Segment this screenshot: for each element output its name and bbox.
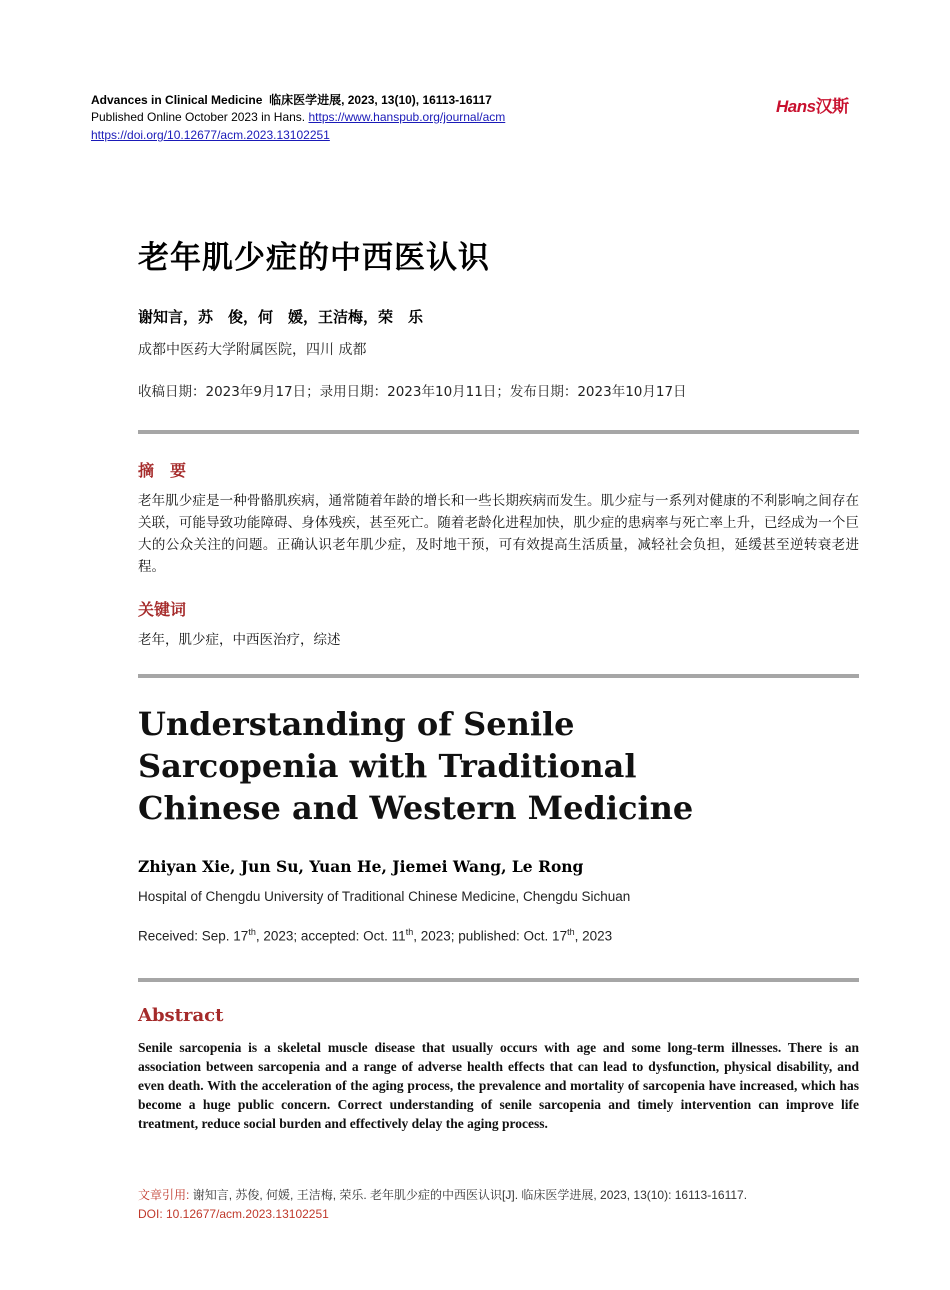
divider [138, 674, 859, 678]
english-abstract-heading: Abstract [138, 1005, 224, 1026]
hans-logo [776, 92, 849, 117]
english-dates: Received: Sep. 17th, 2023; accepted: Oct. 11th, 2023; published: Oct. 17th, 2023 [138, 927, 613, 944]
published-date: , 2023; published: Oct. 17 [413, 928, 568, 944]
chinese-keywords-heading: 关键词 [138, 600, 187, 619]
doi-line [91, 127, 330, 143]
chinese-authors: 谢知言，苏 俊，何 媛，王洁梅，荣 乐 [138, 308, 424, 326]
english-abstract: Senile sarcopenia is a skeletal muscle disease that usually occurs with age and some long-term illnesses. There is an association between sarcopenia and a range of adverse health effects that can lead to dysfunction, physical disability, and even death. With the acceleration of the aging process, the prevalence and mortality of sarcopenia have increased, which has become a huge public concern. Correct understanding of senile sarcopenia and timely intervention can improve life treatment, reduce social burden and effectively delay the aging process. [138, 1040, 859, 1131]
chinese-affiliation: 成都中医药大学附属医院，四川 成都 [138, 342, 367, 358]
published-text: Published Online October 2023 in Hans. [91, 110, 306, 124]
logo-text-zh: 汉斯 [815, 97, 849, 116]
journal-link[interactable]: https://www.hanspub.org/journal/acm [308, 110, 506, 124]
chinese-title: 老年肌少症的中西医认识 [138, 240, 490, 276]
english-affiliation: Hospital of Chengdu University of Traditional Chinese Medicine, Chengdu Sichuan [138, 889, 631, 904]
english-title: Understanding of Senile Sarcopenia with Traditional Chinese and Western Medicine [138, 705, 694, 827]
divider [138, 430, 859, 434]
citation-doi: DOI: 10.12677/acm.2023.13102251 [138, 1207, 329, 1221]
citation-label: 文章引用: [138, 1188, 190, 1202]
citation-text: 谢知言, 苏俊, 何媛, 王洁梅, 荣乐. 老年肌少症的中西医认识[J]. 临床医学进展, 2023, 13(10): 16113-16117. [192, 1188, 748, 1202]
divider [138, 978, 859, 982]
received-date: Received: Sep. 17 [138, 928, 249, 944]
chinese-abstract-heading: 摘 要 [138, 461, 187, 480]
english-authors: Zhiyan Xie, Jun Su, Yuan He, Jiemei Wang, Le Rong [138, 857, 584, 876]
doi-link[interactable]: https://doi.org/10.12677/acm.2023.13102251 [91, 128, 330, 142]
chinese-keywords: 老年，肌少症，中西医治疗，综述 [138, 632, 341, 648]
accepted-date: , 2023; accepted: Oct. 11 [255, 928, 406, 944]
chinese-dates: 收稿日期：2023年9月17日；录用日期：2023年10月11日；发布日期：2023年10月17日 [138, 384, 687, 400]
journal-header [91, 92, 492, 108]
journal-issue-info: 临床医学进展, 2023, 13(10), 16113-16117 [269, 93, 492, 107]
logo-text-en: Hans [776, 97, 816, 116]
publication-line [91, 109, 505, 125]
citation-block [138, 1186, 747, 1224]
journal-name: Advances in Clinical Medicine [91, 93, 263, 107]
chinese-abstract: 老年肌少症是一种骨骼肌疾病，通常随着年龄的增长和一些长期疾病而发生。肌少症与一系列对健康的不利影响之间存在关联，可能导致功能障碍、身体残疾，甚至死亡。随着老龄化进程加快，肌少症的患病率与死亡率上升，已经成为一个巨大的公众关注的问题。正确认识老年肌少症，及时地干预，可有效提高生活质量，减轻社会负担，延缓甚至逆转衰老进程。 [138, 493, 859, 575]
